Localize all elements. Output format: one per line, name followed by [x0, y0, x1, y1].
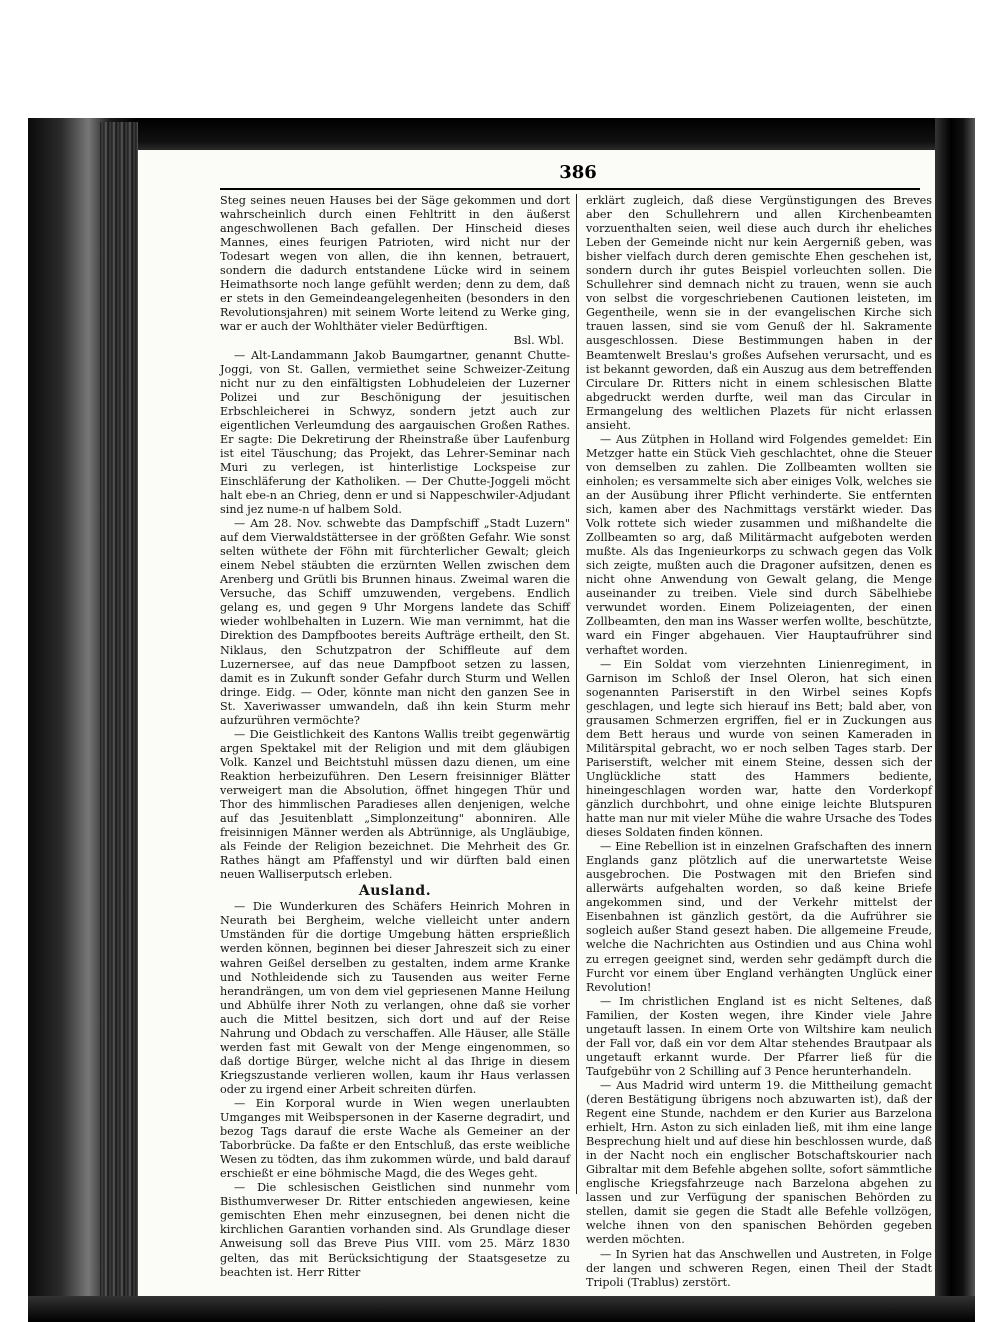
- page-number: 386: [559, 162, 597, 183]
- article-paragraph: — Am 28. Nov. schwebte das Dampfschiff „Stadt Luzern" auf dem Vierwaldstättersee in der größten Gefahr. Wie sonst selten wüthete der Föhn mit fürchterlicher Gewalt; gleich einem Nebel stäubten die erzürnten Wellen zwischen dem Arenberg und Grütli bis Brunnen hinaus. Zweimal waren die Versuche, das Schiff umzuwenden, vergebens. Endlich gelang es, und gegen 9 Uhr Morgens landete das Schiff wieder wohlbehalten in Luzern. Wie man vernimmt, hat die Direktion des Dampfbootes bereits Aufträge ertheilt, den St. Niklaus, den Schutzpatron der Schiffleute auf dem Luzernersee, auf das neue Dampfboot setzen zu lassen, damit es in Zukunft sonder Gefahr durch Sturm und Wellen dringe. Eidg. — Oder, könnte man nicht den ganzen See in St. Xaveriwasser umwandeln, daß ihn kein Sturm mehr aufzurühren vermöchte?: [220, 517, 570, 727]
- article-paragraph: — In Syrien hat das Anschwellen und Austreten, in Folge der langen und schweren Regen, einen Theil der Stadt Tripoli (Trablus) zerstört.: [586, 1247, 932, 1289]
- article-paragraph: — Ein Soldat vom vierzehnten Linienregiment, in Garnison im Schloß der Insel Oleron, hat sich einen sogenannten Pariserstift in den Wirbel seines Kopfs geschlagen, und legte sich hierauf ins Bett; bald aber, von grausamen Schmerzen ergriffen, fiel er in Zuckungen aus dem Bett heraus und wurde von seinen Kameraden in Militärspital gebracht, wo er noch selben Tages starb. Der Pariserstift, welcher mit einem Steine, dessen sich der Unglückliche statt des Hammers bediente, hineingeschlagen worden war, hatte den Vorderkopf gänzlich durchbohrt, und ohne einige leichte Blutspuren hatte man nur mit vieler Mühe die wahre Ursache des Todes dieses Soldaten finden können.: [586, 657, 932, 840]
- article-paragraph: — Ein Korporal wurde in Wien wegen unerlaubten Umganges mit Weibspersonen in der Kaserne degradirt, und bezog Tags darauf die erste Wache als Gemeiner an der Taborbrücke. Da faßte er den Entschluß, das erste weibliche Wesen zu tödten, das ihm zukommen würde, und bald darauf erschießt er eine böhmische Magd, die des Weges geht.: [220, 1097, 570, 1181]
- scan-shadow-right: [935, 118, 975, 1322]
- article-paragraph: — Aus Madrid wird unterm 19. die Mittheilung gemacht (deren Bestätigung übrigens noch abzuwarten ist), daß der Regent eine Stunde, nachdem er den Kurier aus Barzelona erhielt, Hrn. Aston zu sich einladen ließ, mit ihm eine lange Besprechung hielt und auf diese hin beschlossen wurde, daß in der Nacht noch ein englischer Botschaftskourier nach Gibraltar mit dem Befehle abgehen sollte, sofort sämmtliche englische Kriegsfahrzeuge nach Barzelona abgehen zu lassen und zur Verfügung der spanischen Behörden zu stellen, damit sie gegen die Stadt alle Befehle vollzögen, welche ihnen von den spanischen Behörden gegeben werden möchten.: [586, 1078, 932, 1247]
- article-paragraph: — Eine Rebellion ist in einzelnen Grafschaften des innern Englands ganz plötzlich auf die unerwartetste Weise ausgebrochen. Die Postwagen mit den Briefen sind allerwärts aufgehalten worden, so daß keine Briefe angekommen sind, und der Verkehr mittelst der Eisenbahnen ist gänzlich gestört, da die Aufrührer sie sogleich außer Stand gesezt haben. Die allgemeine Freude, welche die Nachrichten aus Ostindien und aus China wohl zu erregen geeignet sind, werden sehr gedämpft durch die Furcht vor einem über England verhängten Unglück einer Revolution!: [586, 840, 932, 994]
- article-paragraph: — Aus Zütphen in Holland wird Folgendes gemeldet: Ein Metzger hatte ein Stück Vieh geschlachtet, ohne die Steuer von demselben zu zahlen. Die Zollbeamten wollten sie einholen; es versammelte sich aber einiges Volk, welches sie an der Ausübung ihrer Pflicht verhinderte. Sie entfernten sich, kamen aber des Nachmittags verstärkt wieder. Das Volk rottete sich wieder zusammen und mißhandelte die Zollbeamten so arg, daß Militärmacht aufgeboten werden mußte. Als das Ingenieurkorps zu schwach gegen das Volk sich zeigte, mußten auch die Dragoner aufsitzen, denen es nicht ohne Anwendung von Gewalt gelang, die Menge auseinander zu treiben. Viele sind durch Säbelhiebe verwundet worden. Einem Polizeiagenten, der einen Zollbeamten, den man ins Wasser werfen wollte, beschützte, ward ein Finger abgehauen. Vier Hauptaufrührer sind verhaftet worden.: [586, 432, 932, 657]
- article-paragraph: — Die Wunderkuren des Schäfers Heinrich Mohren in Neurath bei Bergheim, welche vielleicht unter andern Umständen für die dortige Umgebung hätten ersprießlich werden können, beginnen bei dieser Jahreszeit sich zu einer wahren Geißel derselben zu gestalten, indem arme Kranke und Nothleidende sich zu Tausenden aus weiter Ferne herandrängen, um von dem viel gepriesenen Manne Heilung und Abhülfe ihrer Noth zu verlangen, ohne daß sie vorher auch die Mittel besitzen, sich dort und auf der Reise Nahrung und Obdach zu verschaffen. Alle Häuser, alle Ställe werden fast mit Gewalt von der Menge eingenommen, so daß dortige Bürger, welche nicht al das Ihrige in diesem Kriegszustande verlieren wollen, kaum ihr Haus verlassen oder zu irgend einer Arbeit schreiten dürfen.: [220, 900, 570, 1096]
- article-paragraph: — Die schlesischen Geistlichen sind nunmehr vom Bisthumverweser Dr. Ritter entschieden angewiesen, keine gemischten Ehen mehr einzusegnen, bei denen nicht die kirchlichen Garantien vorhanden sind. Als Grundlage dieser Anweisung soll das Breve Pius VIII. vom 25. März 1830 gelten, das mit Berücksichtigung der Staatsgesetze zu beachten ist. Herr Ritter: [220, 1181, 570, 1279]
- article-source: Bsl. Wbl.: [513, 334, 564, 348]
- section-heading: Ausland.: [358, 883, 432, 900]
- article-paragraph: Steg seines neuen Hauses bei der Säge gekommen und dort wahrscheinlich durch einen Fehltritt in den äußerst angeschwollenen Bach gefallen. Der Hinscheid dieses Mannes, eines feurigen Patrioten, wird nicht nur der Todesart wegen von allen, die ihn kennen, betrauert, sondern die dadurch entstandene Lücke wird in seinem Heimathsorte noch lange gefühlt werden; denn zu dem, daß er stets in den Gemeindeangelegenheiten (besonders in den Revolutionsjahren) mit seinem Worte leitend zu Werke ging, war er auch der Wohlthäter vieler Bedürftigen. Bsl. Wbl.: [220, 194, 570, 348]
- book-page-edges: [100, 122, 138, 1317]
- article-paragraph: — Die Geistlichkeit des Kantons Wallis treibt gegenwärtig argen Spektakel mit der Religion und mit dem gläubigen Volk. Kanzel und Beichtstuhl müssen dazu dienen, um eine Reaktion herbeizuführen. Den Lesern freisinniger Blätter verweigert man die Absolution, öffnet hingegen Thür und Thor des himmlischen Paradieses allen denjenigen, welche auf das Jesuitenblatt „Simplonzeitung" abonniren. Alle freisinnigen Männer werden als Abtrünnige, als Ungläubige, als Feinde der Religion bezeichnet. Die Mehrheit des Gr. Rathes hängt am Pfaffenstyl und wir dürften bald einen neuen Walliserputsch erleben.: [220, 727, 570, 882]
- scan-shadow-bottom: [28, 1296, 975, 1322]
- article-paragraph: — Im christlichen England ist es nicht Seltenes, daß Familien, der Kosten wegen, ihre Kinder viele Jahre ungetauft lassen. In einem Orte von Wiltshire kam neulich der Fall vor, daß ein vor dem Altar stehendes Brautpaar als ungetauft erkannt wurde. Der Pfarrer ließ für die Taufgebühr von 2 Schilling auf 3 Pence herunterhandeln.: [586, 994, 932, 1078]
- article-paragraph: erklärt zugleich, daß diese Vergünstigungen des Breves aber den Schullehrern und allen Kirchenbeamten vorzuenthalten seien, weil diese auch durch ihr eheliches Leben der Gemeinde nicht nur kein Aergerniß geben, was bisher vielfach durch deren gemischte Ehen geschehen ist, sondern durch ihr gutes Beispiel vorleuchten sollen. Die Schullehrer sind demnach nicht zu trauen, wenn sie auch von selbst die vorgeschriebenen Cautionen leisteten, im Gegentheile, wenn sie in der evangelischen Kirche sich trauen lassen, sind sie vom Genuß der hl. Sakramente ausgeschlossen. Diese Bestimmungen haben in der Beamtenwelt Breslau's großes Aufsehen verursacht, und es ist bekannt geworden, daß ein Auszug aus dem betreffenden Circulare Dr. Ritters nicht in einem schlesischen Blatte abgedruckt werden durfte, weil man das Circular in Ermangelung des weltlichen Plazets für nicht erlassen ansieht.: [586, 194, 932, 432]
- left-column: [220, 194, 570, 1280]
- column-divider: [576, 194, 577, 1194]
- right-column: [586, 194, 932, 1290]
- scan-background-top: [0, 0, 1000, 120]
- article-paragraph: — Alt-Landammann Jakob Baumgartner, genannt Chutte-Joggi, von St. Gallen, vermiethet seine Schweizer-Zeitung nicht nur zu den einfältigsten Lobhudeleien der Luzerner Polizei und zur Beschönigung der jesuitischen Erbschleicherei in Schwyz, sondern jetzt auch zur eigentlichen Verleumdung des aargauischen Großen Rathes. Er sagte: Die Dekretirung der Rheinstraße über Laufenburg ist eitel Täuschung; das Projekt, das Lehrer-Seminar nach Muri zu verlegen, ist hinterlistige Lockspeise zur Einschläferung der Katholiken. — Der Chutte-Joggeli möcht halt ebe-n an Chrieg, denn er und si Nappeschwiler-Adjudant sind jez nume-n uf halbem Sold.: [220, 348, 570, 517]
- header-rule: [220, 188, 920, 190]
